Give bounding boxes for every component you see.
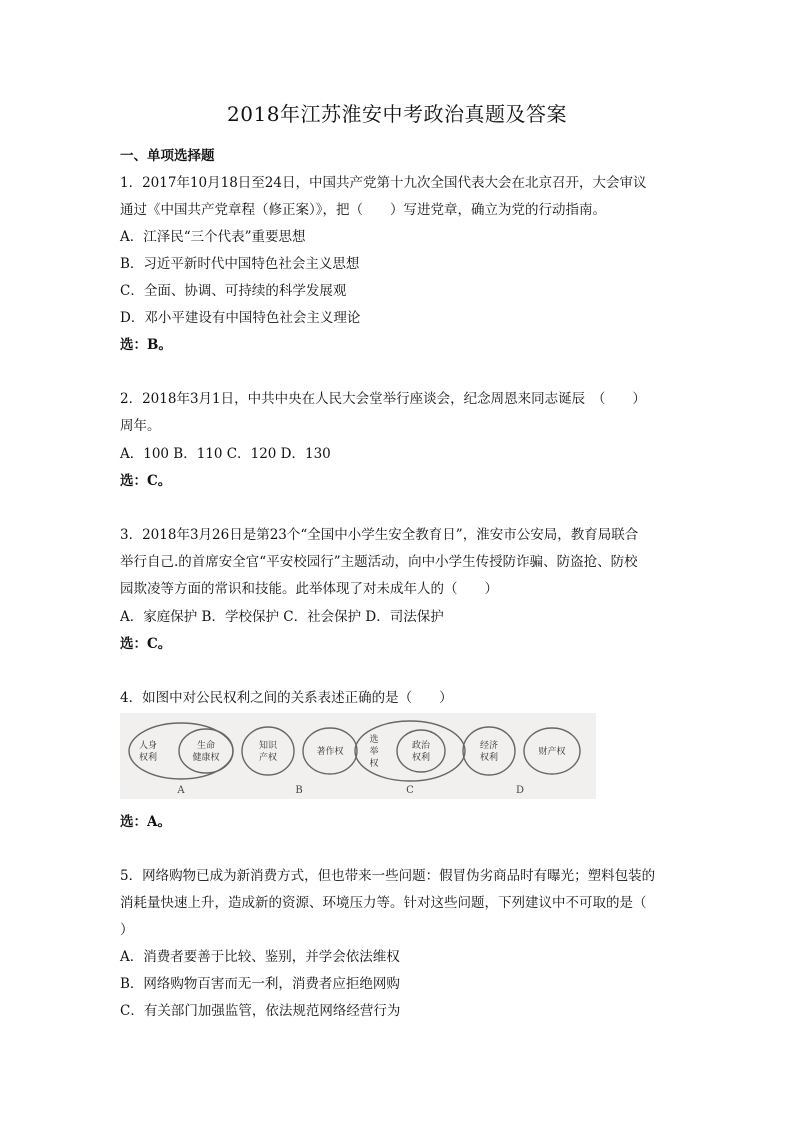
q2-stem-line-1: 2．2018年3月1日，中共中央在人民大会堂举行座谈会，纪念周恩来同志诞辰 （ ）	[120, 391, 646, 407]
q2-options: A．100 B．110 C．120 D．130	[120, 446, 331, 462]
section-heading: 一、单项选择题	[120, 148, 215, 164]
fig-c-outer-label-3: 权	[369, 759, 379, 769]
figure-option-d	[463, 727, 580, 796]
figure-option-a	[129, 723, 233, 796]
q1-option-d: D．邓小平建设有中国特色社会主义理论	[120, 310, 361, 326]
fig-b-letter: B	[295, 785, 303, 796]
fig-b-left-label-2: 产权	[258, 753, 278, 763]
q2-stem-line-2: 周年。	[120, 418, 161, 434]
fig-b-right-label: 著作权	[316, 747, 344, 757]
fig-d-left-label-2: 权利	[479, 753, 499, 763]
figure-option-b	[242, 727, 357, 796]
q1-stem-line-2: 通过《中国共产党章程（修正案）》，把（ ）写进党章，确立为党的行动指南。	[120, 202, 606, 218]
fig-c-letter: C	[406, 785, 414, 796]
fig-a-inner-label-2: 健康权	[192, 753, 220, 763]
q5-stem-line-2: 消耗量快速上升，造成新的资源、环境压力等。针对这些问题，下列建议中不可取的是（	[120, 895, 647, 911]
fig-d-left-label-1: 经济	[479, 741, 499, 751]
q5-option-b: B．网络购物百害而无一利，消费者应拒绝网购	[120, 976, 400, 992]
q5-stem-line-1: 5．网络购物已成为新消费方式，但也带来一些问题：假冒伪劣商品时有曝光；塑料包装的	[120, 868, 656, 884]
q3-options: A．家庭保护 B．学校保护 C．社会保护 D．司法保护	[120, 609, 444, 625]
q5-stem-line-3: ）	[120, 922, 134, 938]
rights-relationship-figure	[120, 713, 596, 799]
fig-d-right-label: 财产权	[538, 747, 566, 757]
q5-option-a: A．消费者要善于比较、鉴别，并学会依法维权	[120, 949, 400, 965]
q3-answer: 选：C。	[120, 636, 172, 652]
q1-option-a: A．江泽民“三个代表”重要思想	[120, 229, 306, 245]
fig-c-inner-label-2: 权利	[411, 753, 431, 763]
q3-stem-line-2: 举行自己.的首席安全官“平安校园行”主题活动，向中小学生传授防诈骗、防盗抢、防校	[120, 554, 638, 570]
fig-b-left-label-1: 知识	[258, 741, 278, 751]
fig-c-outer-label-1: 选	[369, 735, 379, 745]
q3-stem-line-1: 3．2018年3月26日是第23个“全国中小学生安全教育日”，淮安市公安局，教育局联合	[120, 527, 639, 543]
fig-a-outer-label-1: 人身	[138, 741, 158, 751]
fig-c-outer-label-2: 举	[369, 747, 379, 757]
fig-a-outer-label-2: 权利	[138, 753, 158, 763]
figure-option-c	[355, 721, 465, 796]
q1-stem-line-1: 1．2017年10月18日至24日，中国共产党第十九次全国代表大会在北京召开，大会审议	[120, 175, 647, 191]
fig-a-inner-label-1: 生命	[196, 741, 216, 751]
fig-d-letter: D	[515, 785, 525, 796]
q4-stem: 4．如图中对公民权利之间的关系表述正确的是（ ）	[120, 690, 453, 706]
q5-option-c: C．有关部门加强监管，依法规范网络经营行为	[120, 1003, 401, 1019]
fig-a-letter: A	[177, 785, 185, 796]
fig-c-inner-label-1: 政治	[411, 741, 431, 751]
q3-stem-line-3: 园欺凌等方面的常识和技能。此举体现了对未成年人的（ ）	[120, 581, 498, 597]
q1-option-c: C．全面、协调、可持续的科学发展观	[120, 283, 347, 299]
q1-answer: 选：B。	[120, 337, 172, 353]
page-title: 2018年江苏淮安中考政治真题及答案	[227, 102, 567, 126]
q4-answer: 选：A。	[120, 814, 171, 830]
q2-answer: 选：C。	[120, 473, 172, 489]
q1-option-b: B．习近平新时代中国特色社会主义思想	[120, 256, 360, 272]
